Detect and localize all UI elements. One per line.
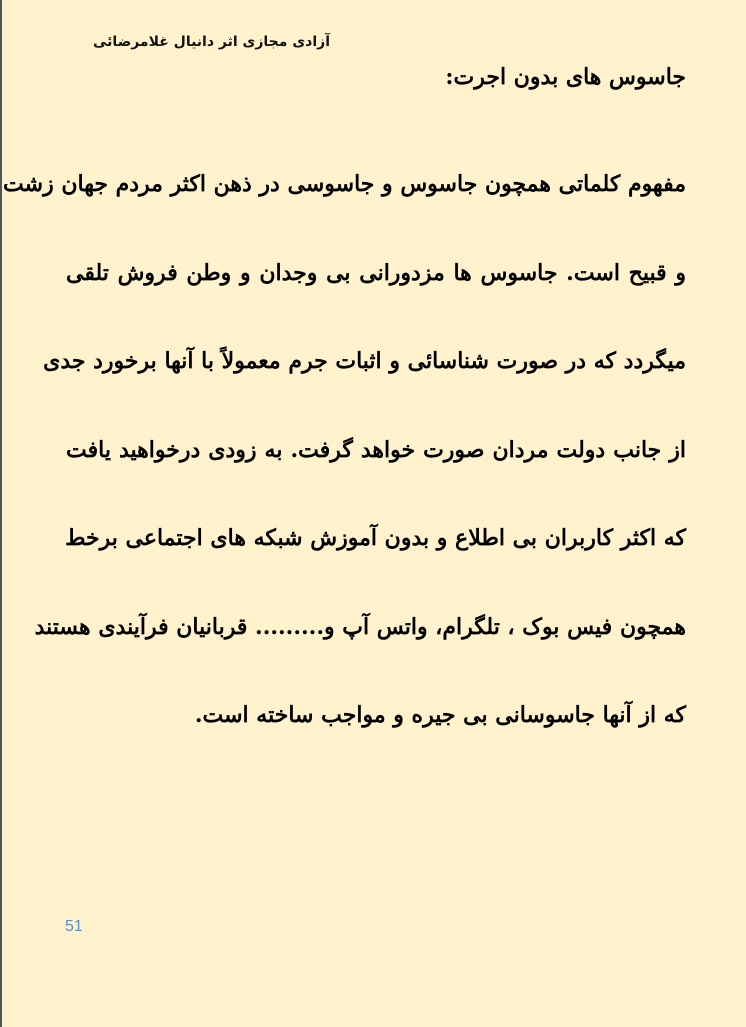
paragraph-line: میگردد که در صورت شناسائی و اثبات جرم معمولاً با آنها برخورد جدی <box>43 348 686 374</box>
page-number: 51 <box>65 918 83 935</box>
page-edge-divider <box>0 0 2 1027</box>
paragraph-line: همچون فیس بوک ، تلگرام، واتس آپ و......... قربانیان فرآیندی هستند <box>34 613 686 640</box>
body-paragraph <box>3 140 686 760</box>
section-title: جاسوس های بدون اجرت: <box>445 64 686 90</box>
running-header: آزادی مجازی اثر دانیال غلامرضائی <box>93 34 330 50</box>
paragraph-line: که اکثر کاربران بی اطلاع و بدون آموزش شبکه های اجتماعی برخط <box>65 525 686 551</box>
paragraph-line: و قبیح است. جاسوس ها مزدورانی بی وجدان و وطن فروش تلقی <box>66 259 686 286</box>
paragraph-line: مفهوم کلماتی همچون جاسوس و جاسوسی در ذهن اکثر مردم جهان زشت <box>3 171 686 197</box>
paragraph-line: که از آنها جاسوسانی بی جیره و مواجب ساخته است. <box>194 702 686 728</box>
paragraph-line: از جانب دولت مردان صورت خواهد گرفت. به زودی درخواهید یافت <box>66 436 686 463</box>
